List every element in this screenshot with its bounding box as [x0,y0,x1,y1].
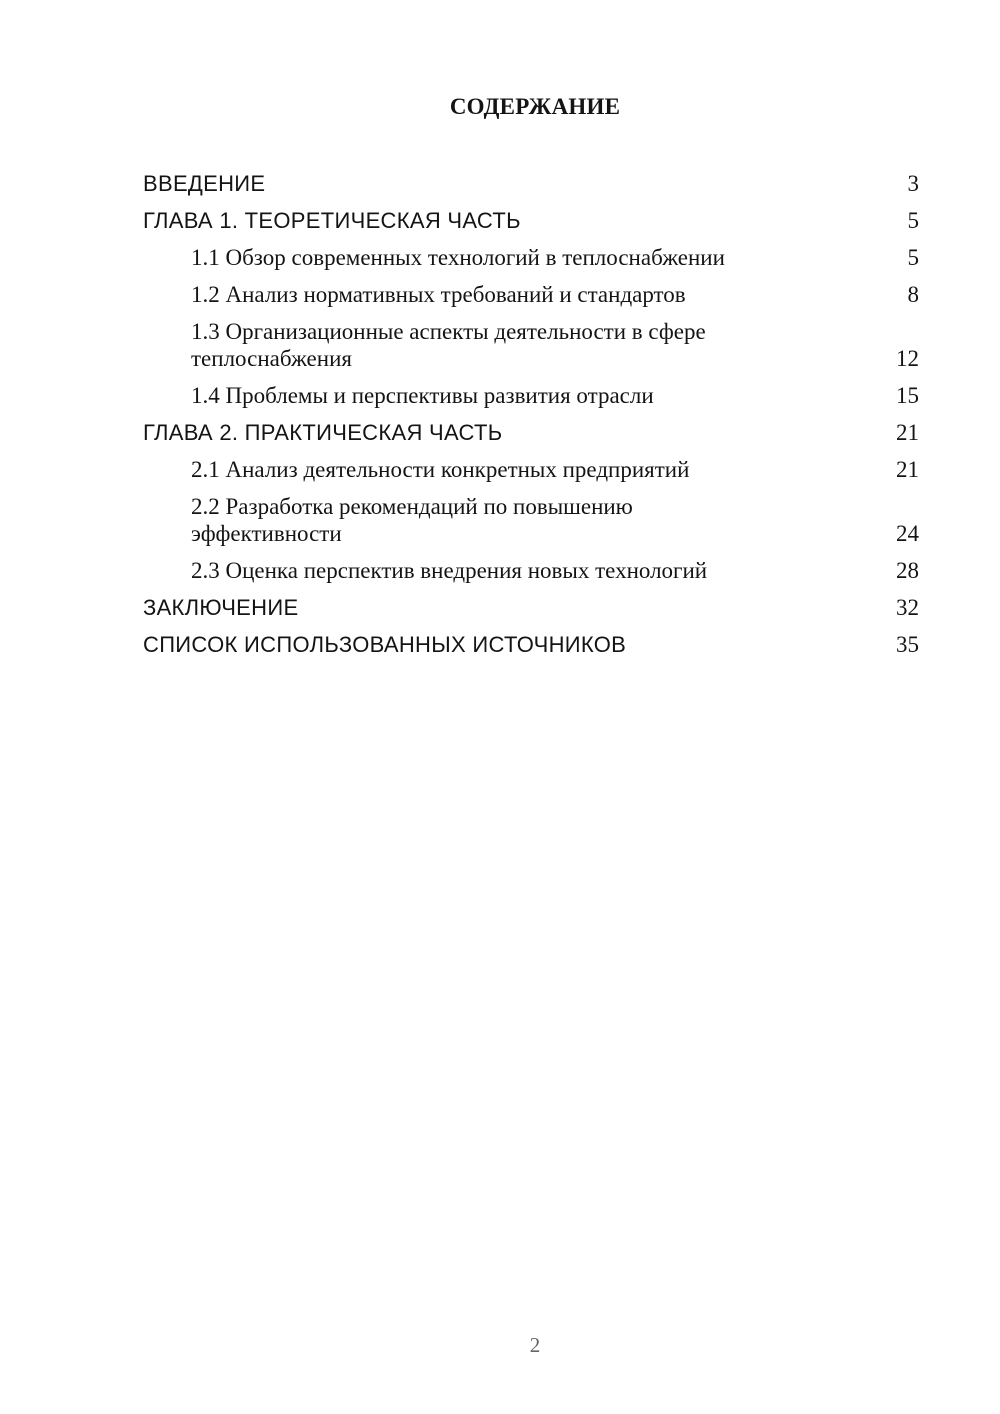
toc-entry-page: 3 [907,171,919,196]
toc-entry-introduction[interactable] [143,170,919,197]
toc-entry-page: 35 [896,632,919,657]
toc-entry-section-1-4[interactable] [143,382,919,409]
toc-entry-section-1-3[interactable] [143,318,919,372]
toc-entry-title: 2.3 Оценка перспектив внедрения новых технологий [191,558,708,583]
toc-entry-page: 5 [907,208,919,233]
toc-entry-title: ГЛАВА 1. ТЕОРЕТИЧЕСКАЯ ЧАСТЬ [143,208,521,233]
toc-entry-title: 2.2 Разработка рекомендаций по повышению эффективности [191,494,633,546]
toc-entry-title: 1.4 Проблемы и перспективы развития отрасли [191,383,654,408]
toc-entry-title: 1.1 Обзор современных технологий в теплоснабжении [191,245,725,270]
toc-entry-section-1-2[interactable] [143,281,919,308]
toc-entry-conclusion[interactable] [143,594,919,621]
toc-entry-title: ВВЕДЕНИЕ [143,171,266,196]
toc-entry-page: 5 [907,245,919,270]
table-of-contents [143,170,919,668]
toc-entry-page: 15 [896,383,919,408]
toc-entry-page: 24 [896,521,919,546]
toc-entry-title: 1.3 Организационные аспекты деятельности в сфере теплоснабжения [191,319,706,371]
toc-entry-page: 28 [896,558,919,583]
toc-entry-page: 21 [896,457,919,482]
toc-entry-title: СПИСОК ИСПОЛЬЗОВАННЫХ ИСТОЧНИКОВ [143,632,627,657]
toc-entry-page: 21 [896,420,919,445]
toc-entry-title: 2.1 Анализ деятельности конкретных предприятий [191,457,690,482]
page-title: СОДЕРЖАНИЕ [449,94,621,119]
toc-entry-section-2-3[interactable] [143,557,919,584]
toc-entry-page: 8 [907,282,919,307]
toc-entry-references[interactable] [143,631,919,658]
toc-entry-title: 1.2 Анализ нормативных требований и стандартов [191,282,686,307]
toc-entry-page: 12 [896,346,919,371]
toc-entry-page: 32 [896,595,919,620]
toc-entry-section-2-2[interactable] [143,493,919,547]
toc-entry-title: ЗАКЛЮЧЕНИЕ [143,595,299,620]
toc-entry-section-1-1[interactable] [143,244,919,271]
toc-entry-title: ГЛАВА 2. ПРАКТИЧЕСКАЯ ЧАСТЬ [143,420,503,445]
toc-entry-section-2-1[interactable] [143,456,919,483]
page-number: 2 [529,1333,541,1357]
toc-entry-chapter-2[interactable] [143,419,919,446]
toc-entry-chapter-1[interactable] [143,207,919,234]
